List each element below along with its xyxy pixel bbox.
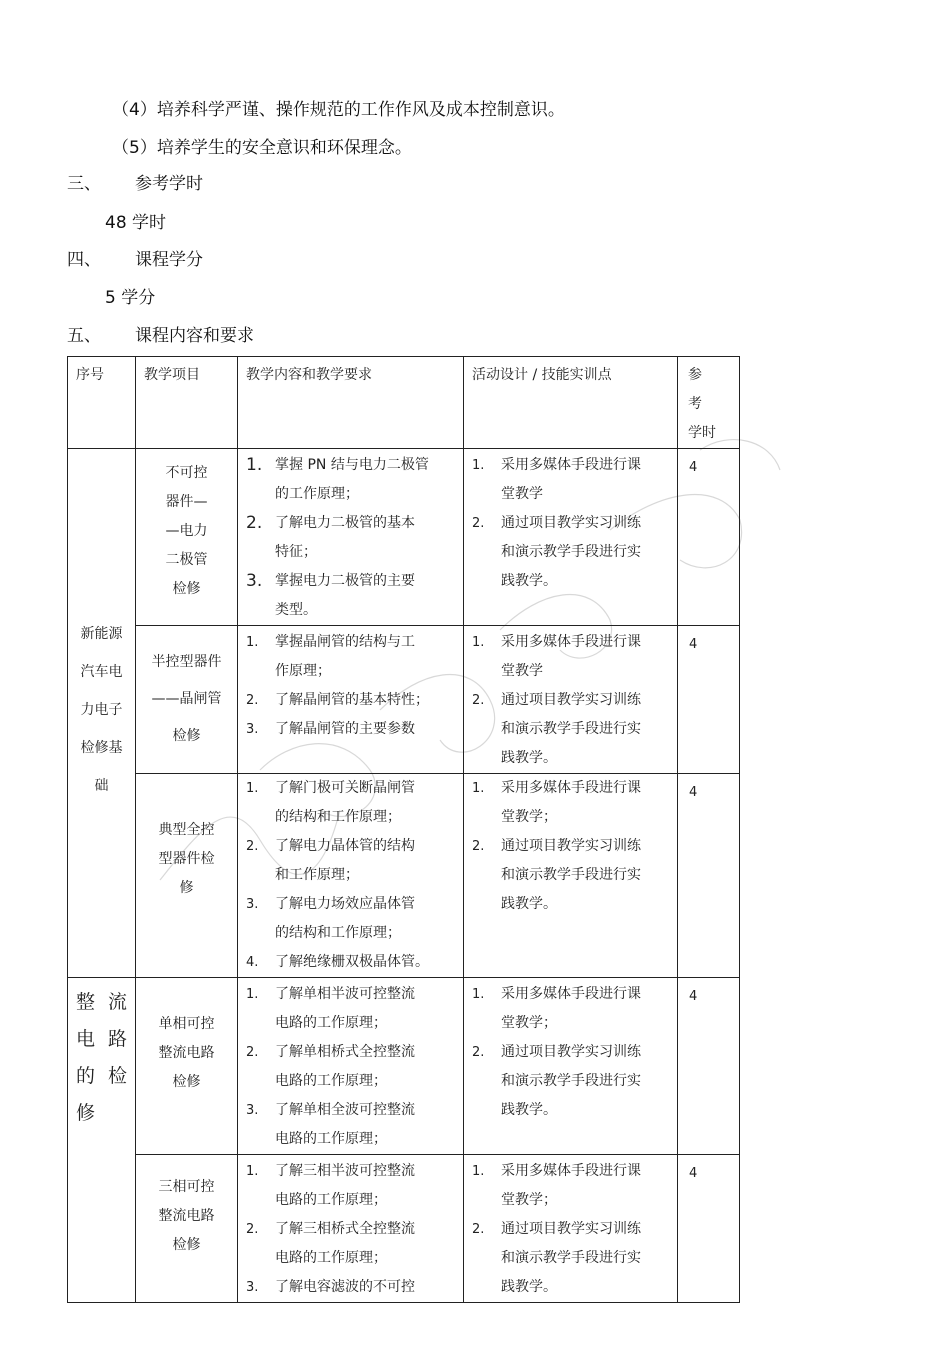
activity-cell bbox=[464, 978, 678, 1155]
list-item: 2. 了解晶闸管的基本特性； bbox=[246, 692, 429, 708]
project-cell bbox=[136, 626, 238, 774]
section-number: 五、 bbox=[67, 326, 101, 346]
content-cell bbox=[238, 449, 464, 626]
section-title: 课程内容和要求 bbox=[135, 326, 254, 346]
list-item: 1. 掌握晶闸管的结构与工 作原理； bbox=[246, 634, 415, 679]
list-item: 2. 通过项目教学实习训练 和演示教学手段进行实 践教学。 bbox=[472, 515, 641, 589]
content-cell bbox=[238, 774, 464, 978]
list-item: 2. 通过项目教学实习训练 和演示教学手段进行实 践教学。 bbox=[472, 1221, 641, 1295]
list-item: 2. 通过项目教学实习训练 和演示教学手段进行实 践教学。 bbox=[472, 692, 641, 766]
course-content-table bbox=[67, 356, 740, 1303]
project-line: 检修 bbox=[172, 1074, 201, 1090]
objective-line-4: （4）培养科学严谨、操作规范的工作作风及成本控制意识。 bbox=[112, 100, 565, 120]
list-item: 1. 采用多媒体手段进行课 堂教学； bbox=[472, 1163, 641, 1208]
list-item: 1. 了解三相半波可控整流 电路的工作原理； bbox=[246, 1163, 415, 1208]
objective-line-5: （5）培养学生的安全意识和环保理念。 bbox=[112, 138, 412, 158]
project-line: 器件— bbox=[165, 494, 208, 510]
category-line: 汽车电 bbox=[80, 664, 123, 680]
category-row: 电 路 bbox=[76, 1028, 127, 1050]
list-item: 3. 掌握电力二极管的主要 类型。 bbox=[246, 571, 415, 618]
list-item: 2. 了解电力晶体管的结构 和工作原理； bbox=[246, 838, 415, 883]
activity-cell bbox=[464, 1155, 678, 1303]
project-line: 整流电路 bbox=[158, 1045, 215, 1061]
hours-cell: 4 bbox=[678, 449, 740, 626]
list-item: 3. 了解电容滤波的不可控 bbox=[246, 1279, 415, 1295]
project-line: 不可控 bbox=[165, 465, 208, 481]
project-line: 检修 bbox=[172, 728, 201, 744]
header-content: 教学内容和教学要求 bbox=[238, 357, 464, 449]
list-item: 1. 了解门极可关断晶闸管 的结构和工作原理； bbox=[246, 780, 415, 825]
category-cell bbox=[68, 978, 136, 1303]
category-line: 础 bbox=[94, 778, 109, 794]
hours-cell: 4 bbox=[678, 774, 740, 978]
category-line: 新能源 bbox=[80, 626, 123, 642]
list-item: 1. 采用多媒体手段进行课 堂教学； bbox=[472, 986, 641, 1031]
category-row: 修 bbox=[76, 1102, 96, 1124]
project-line: ——晶闸管 bbox=[151, 691, 222, 707]
table-header-row bbox=[68, 357, 740, 449]
table-row bbox=[68, 774, 740, 978]
list-item: 2. 了解三相桥式全控整流 电路的工作原理； bbox=[246, 1221, 415, 1266]
category-row: 整 流 bbox=[76, 991, 127, 1013]
project-line: 型器件检 bbox=[158, 851, 215, 867]
header-project: 教学项目 bbox=[136, 357, 238, 449]
table-row bbox=[68, 449, 740, 626]
list-item: 2. 了解电力二极管的基本 特征； bbox=[246, 513, 415, 560]
list-item: 1. 采用多媒体手段进行课 堂教学 bbox=[472, 457, 641, 502]
project-cell bbox=[136, 978, 238, 1155]
project-line: 二极管 bbox=[165, 552, 208, 568]
header-seq: 序号 bbox=[68, 357, 136, 449]
list-item: 1. 采用多媒体手段进行课 堂教学； bbox=[472, 780, 641, 825]
project-line: —电力 bbox=[165, 523, 208, 539]
project-line: 整流电路 bbox=[158, 1208, 215, 1224]
list-item: 4. 了解绝缘栅双极晶体管。 bbox=[246, 954, 429, 970]
project-line: 检修 bbox=[172, 1237, 201, 1253]
project-cell bbox=[136, 774, 238, 978]
hours-cell: 4 bbox=[678, 626, 740, 774]
header-hours bbox=[678, 357, 740, 449]
section-title: 课程学分 bbox=[135, 250, 203, 270]
table-row bbox=[68, 626, 740, 774]
category-line: 力电子 bbox=[80, 702, 123, 718]
list-item: 2. 通过项目教学实习训练 和演示教学手段进行实 践教学。 bbox=[472, 838, 641, 912]
content-cell bbox=[238, 1155, 464, 1303]
hours-cell: 4 bbox=[678, 978, 740, 1155]
hours-cell: 4 bbox=[678, 1155, 740, 1303]
section-number: 三、 bbox=[67, 174, 101, 194]
category-line: 检修基 bbox=[80, 740, 123, 756]
project-line: 检修 bbox=[172, 581, 201, 597]
table-row bbox=[68, 978, 740, 1155]
activity-cell bbox=[464, 626, 678, 774]
project-line: 半控型器件 bbox=[151, 654, 222, 670]
category-row: 的 检 bbox=[76, 1065, 127, 1087]
table-row bbox=[68, 1155, 740, 1303]
header-activity: 活动设计 / 技能实训点 bbox=[464, 357, 678, 449]
section-title: 参考学时 bbox=[135, 174, 203, 194]
project-line: 典型全控 bbox=[158, 822, 215, 838]
category-cell bbox=[68, 449, 136, 978]
header-hours-line-1: 参考 bbox=[688, 367, 714, 412]
project-cell bbox=[136, 449, 238, 626]
header-hours-line-2: 学时 bbox=[688, 425, 716, 441]
list-item: 1. 掌握 PN 结与电力二极管 的工作原理； bbox=[246, 455, 429, 502]
list-item: 3. 了解电力场效应晶体管 的结构和工作原理； bbox=[246, 896, 415, 941]
activity-cell bbox=[464, 774, 678, 978]
section-value: 5 学分 bbox=[105, 288, 156, 308]
list-item: 3. 了解晶闸管的主要参数 bbox=[246, 721, 415, 737]
project-cell bbox=[136, 1155, 238, 1303]
content-cell bbox=[238, 978, 464, 1155]
content-cell bbox=[238, 626, 464, 774]
list-item: 2. 了解单相桥式全控整流 电路的工作原理； bbox=[246, 1044, 415, 1089]
list-item: 2. 通过项目教学实习训练 和演示教学手段进行实 践教学。 bbox=[472, 1044, 641, 1118]
activity-cell bbox=[464, 449, 678, 626]
list-item: 1. 采用多媒体手段进行课 堂教学 bbox=[472, 634, 641, 679]
section-number: 四、 bbox=[67, 250, 101, 270]
project-line: 单相可控 bbox=[158, 1016, 215, 1032]
project-line: 修 bbox=[179, 880, 194, 896]
project-line: 三相可控 bbox=[158, 1179, 215, 1195]
list-item: 3. 了解单相全波可控整流 电路的工作原理； bbox=[246, 1102, 415, 1147]
list-item: 1. 了解单相半波可控整流 电路的工作原理； bbox=[246, 986, 415, 1031]
section-value: 48 学时 bbox=[105, 213, 167, 233]
